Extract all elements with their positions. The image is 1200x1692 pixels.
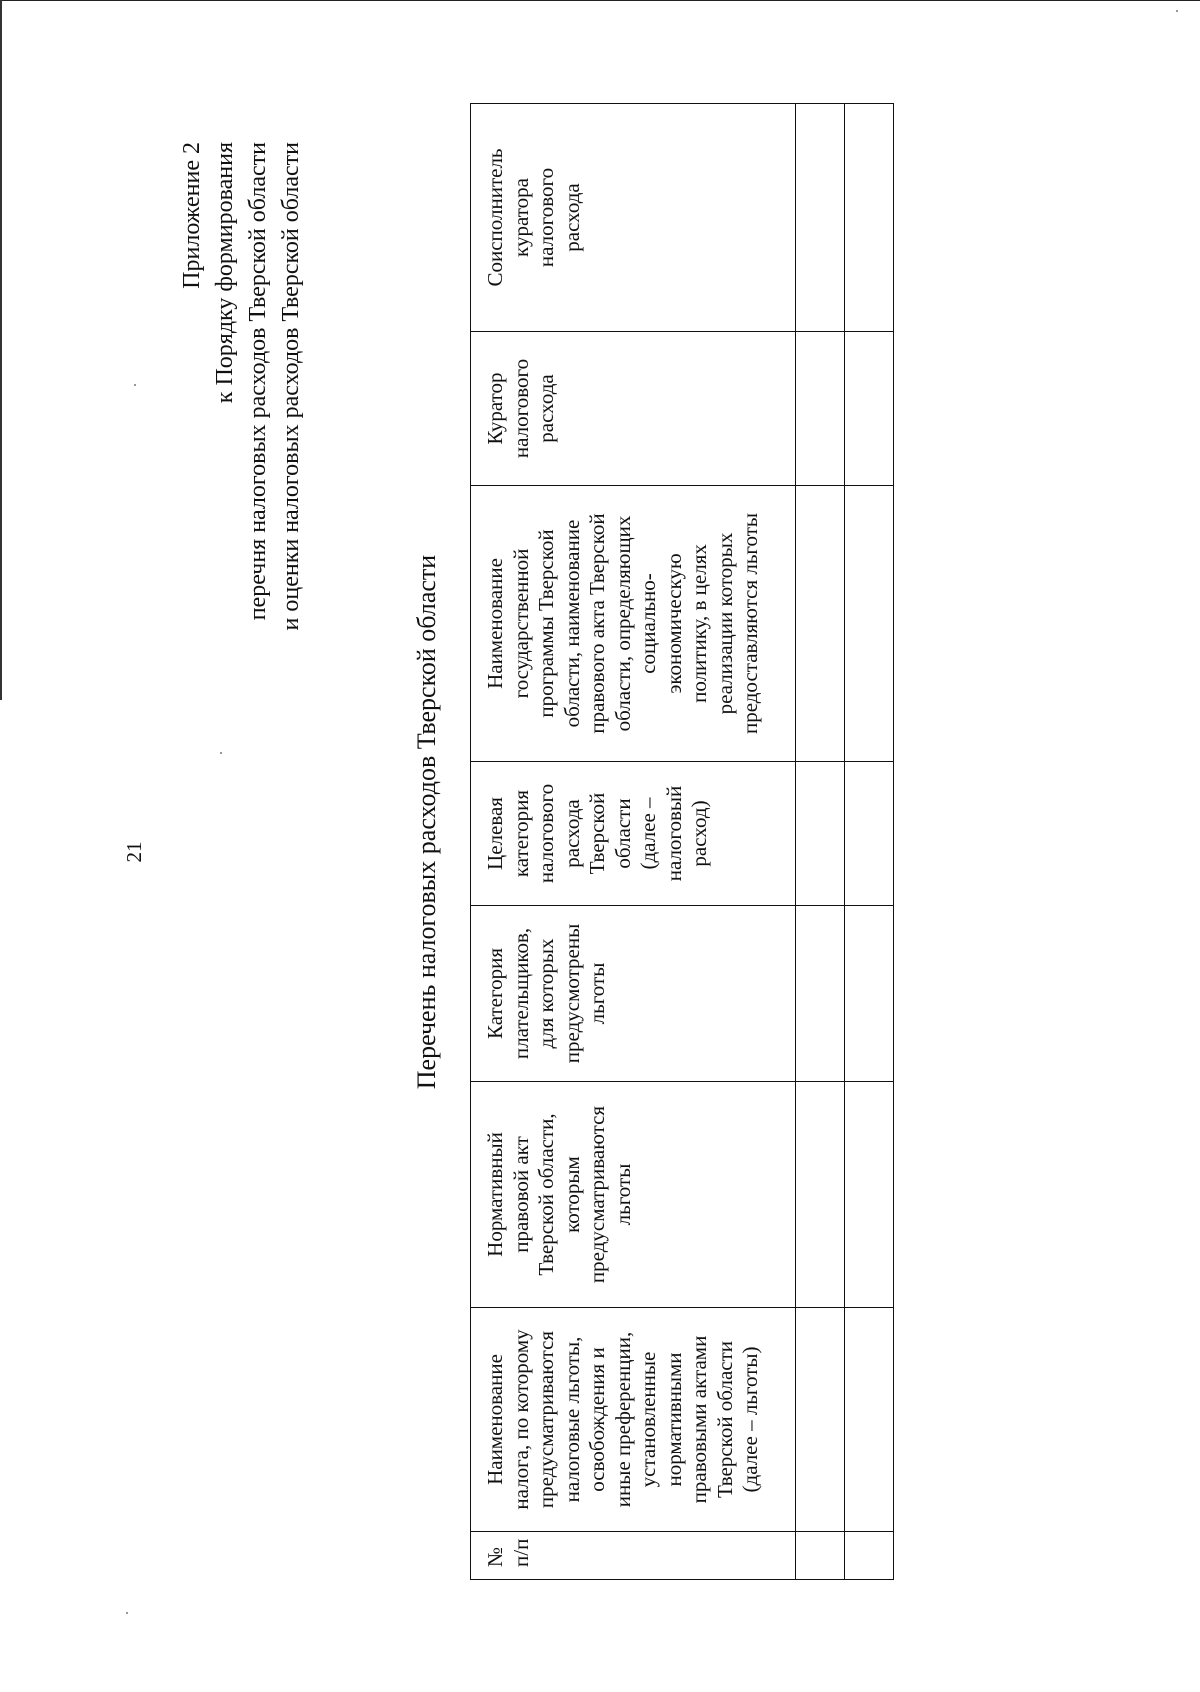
appendix-line: к Порядку формирования — [212, 142, 238, 404]
header-cell-target-category — [471, 762, 796, 906]
header-text: Категория плательщиков, для которых предусмотрены льготы — [483, 923, 609, 1064]
table-row — [845, 104, 894, 1580]
appendix-line: Приложение 2 — [179, 142, 205, 289]
tax-expenditure-table — [470, 103, 894, 1580]
table-cell — [845, 486, 894, 762]
header-cell-payer-category — [471, 906, 796, 1082]
table-cell — [845, 1308, 894, 1532]
header-cell-tax-name — [471, 1308, 796, 1532]
table-row — [796, 104, 845, 1580]
header-cell-number — [471, 1532, 796, 1580]
document-title: Перечень налоговых расходов Тверской области — [412, 554, 441, 1090]
header-text: Наименование государственной программы Тверской области, наименование правового акта Тверской области, определяющих социально- экономическую политику, в целях реализации которых предоставляются льготы — [483, 512, 762, 735]
header-text: № п/п — [483, 1538, 533, 1567]
table-cell — [796, 1308, 845, 1532]
table-cell — [845, 762, 894, 906]
header-text: Куратор налогового расхода — [483, 358, 558, 459]
appendix-reference — [176, 142, 308, 812]
table-cell — [845, 1532, 894, 1580]
header-cell-legal-act — [471, 1082, 796, 1308]
table-cell — [796, 906, 845, 1082]
table-cell — [796, 1532, 845, 1580]
table-cell — [796, 104, 845, 332]
header-cell-state-program — [471, 486, 796, 762]
header-cell-co-executor — [471, 104, 796, 332]
table-cell — [845, 1082, 894, 1308]
header-text: Наименование налога, по которому предусматриваются налоговые льготы, освобождения и иные преференции, установленные нормативными правовыми актами Тверской области (далее – льготы) — [483, 1329, 762, 1510]
table-cell — [796, 486, 845, 762]
table-header-row — [471, 104, 796, 1580]
table-cell — [845, 104, 894, 332]
table-cell — [796, 762, 845, 906]
header-text: Целевая категория налогового расхода Тверской области (далее – налоговый расход) — [483, 783, 711, 884]
appendix-line: перечня налоговых расходов Тверской области — [245, 142, 271, 621]
table-cell — [796, 332, 845, 486]
header-text: Соисполнитель куратора налогового расхода — [483, 148, 584, 287]
table-cell — [845, 906, 894, 1082]
header-text: Нормативный правовой акт Тверской области, которым предусматриваются льготы — [483, 1105, 635, 1284]
table-cell — [845, 332, 894, 486]
page-number: 21 — [122, 841, 146, 863]
table-cell — [796, 1082, 845, 1308]
appendix-line: и оценки налоговых расходов Тверской области — [278, 142, 304, 631]
header-cell-curator — [471, 332, 796, 486]
